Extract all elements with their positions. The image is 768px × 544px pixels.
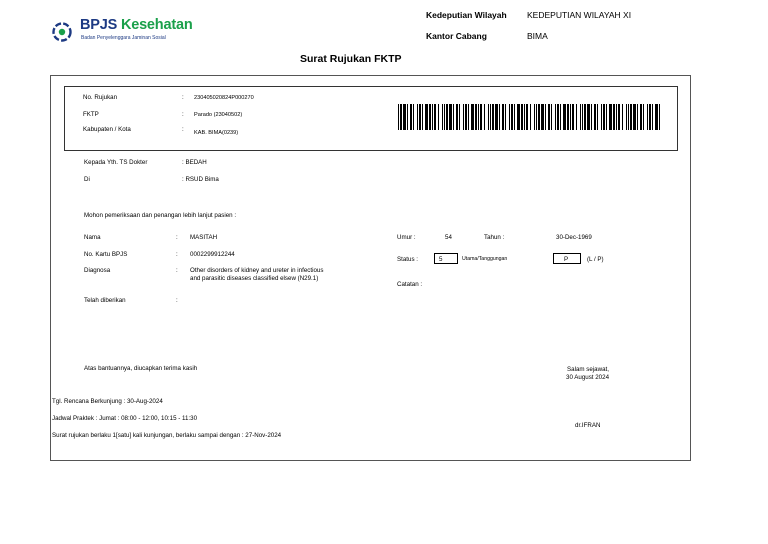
kedeputian-label: Kedeputian Wilayah [426,10,507,20]
doctor-name: dr.IFRAN [575,422,601,429]
nama-label: Nama [84,234,101,241]
logo-subtitle: Badan Penyelenggara Jaminan Sosial [81,35,166,41]
kabupaten-value: KAB. BIMA(0239) [194,130,239,136]
kantor-value: BIMA [527,31,548,41]
separator: : [182,94,184,101]
logo-brand-2: Kesehatan [120,17,193,33]
status-desc: Utama/Tanggungan [462,256,508,262]
separator: : [176,267,178,274]
diagnosa-line-2: and parasitic diseases classified elsew (N29.1) [190,275,319,282]
di-label: Di [84,176,90,183]
no-rujukan-value: 230405020824P000270 [194,95,254,101]
fktp-value: Parado (23040502) [194,112,243,118]
logo-brand: BPJS [80,17,118,33]
diagnosa-line-1: Other disorders of kidney and ureter in infectious [190,267,324,274]
fktp-label: FKTP [83,111,99,118]
rencana-text: Tgl. Rencana Berkunjung : 30-Aug-2024 [52,398,163,405]
status-label: Status : [397,256,418,263]
tahun-label: Tahun : [484,234,505,241]
tahun-value: 30-Dec-1969 [556,234,592,241]
separator: : [176,251,178,258]
request-text: Mohon pemeriksaan dan penangan lebih lanjut pasien : [84,212,237,219]
separator: : [182,111,184,118]
jadwal-text: Jadwal Praktek : Jumat : 08:00 - 12:00, 10:15 - 11:30 [52,415,198,422]
separator: : [182,126,184,133]
diberikan-label: Telah diberikan [84,297,126,304]
validity-text: Surat rujukan berlaku 1[satu] kali kunjungan, berlaku sampai dengan : 27-Nov-2024 [52,432,282,439]
kartu-label: No. Kartu BPJS [84,251,128,258]
sex-desc: (L / P) [587,256,604,263]
page-title: Surat Rujukan FKTP [300,53,402,65]
salam-text: Salam sejawat, [567,366,609,373]
sex-box: P [553,253,581,264]
logo-text [80,17,192,33]
catatan-label: Catatan : [397,281,423,288]
umur-value: 54 [445,234,452,241]
diagnosa-label: Diagnosa [84,267,111,274]
nama-value: MASITAH [190,234,218,241]
separator: : [176,234,178,241]
status-box: 5 [434,253,458,264]
separator: : [176,297,178,304]
kepada-label: Kepada Yth. TS Dokter [84,159,148,166]
barcode-icon [398,104,660,130]
no-rujukan-label: No. Rujukan [83,94,118,101]
kartu-value: 0002299912244 [190,251,235,258]
bpjs-logo-icon [52,22,72,42]
di-value: : RSUD Bima [182,176,219,183]
kepada-value: : BEDAH [182,159,207,166]
kantor-label: Kantor Cabang [426,31,487,41]
thanks-text: Atas bantuannya, diucapkan terima kasih [84,365,198,372]
umur-label: Umur : [397,234,416,241]
kabupaten-label: Kabupaten / Kota [83,126,131,133]
letter-date: 30 August 2024 [566,374,610,381]
kedeputian-value: KEDEPUTIAN WILAYAH XI [527,10,632,20]
